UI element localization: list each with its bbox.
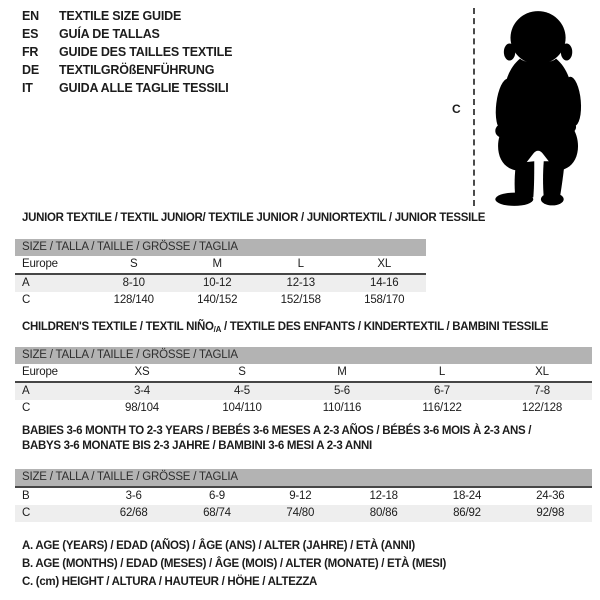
size-figure xyxy=(450,4,598,214)
language-code: IT xyxy=(22,81,33,95)
babies-table-title-line1: BABIES 3-6 MONTH TO 2-3 YEARS / BEBÉS 3-6 MESES A 2-3 AÑOS / BÉBÉS 3-6 MOIS À 2-3 ANS / xyxy=(22,425,532,437)
cell-value: XS xyxy=(134,366,150,378)
children-table-title xyxy=(22,320,548,337)
cell-value: 18-24 xyxy=(452,490,482,502)
cell-value: 158/170 xyxy=(364,294,405,306)
language-code: FR xyxy=(22,45,39,59)
language-code: DE xyxy=(22,63,39,77)
footnote-a: A. AGE (YEARS) / EDAD (AÑOS) / ÂGE (ANS) / ALTER (JAHRE) / ETÀ (ANNI) xyxy=(22,540,415,552)
size-header-bar: SIZE / TALLA / TAILLE / GRÖSSE / TAGLIA xyxy=(15,347,592,364)
row-label: C xyxy=(22,507,31,519)
babies-table-title-line2: BABYS 3-6 MONATE BIS 2-3 JAHRE / BAMBINI 3-6 MESI A 2-3 ANNI xyxy=(22,440,372,452)
cell-value: 3-4 xyxy=(133,385,151,397)
children-table-title-post: / TEXTILE DES ENFANTS / KINDERTEXTIL / BAMBINI TESSILE xyxy=(221,321,549,333)
junior-table xyxy=(15,239,426,309)
table-row xyxy=(15,488,592,505)
language-code: ES xyxy=(22,27,39,41)
cell-value: 3-6 xyxy=(125,490,142,502)
cell-value: 24-36 xyxy=(536,490,565,502)
cell-value: M xyxy=(337,366,347,378)
children-table-title-pre: CHILDREN'S TEXTILE / TEXTIL NIÑO xyxy=(22,321,214,333)
children-table-title-sub: /A xyxy=(213,325,222,334)
cell-value: 14-16 xyxy=(370,277,399,289)
height-measure-label: C xyxy=(452,102,461,116)
cell-value: 68/74 xyxy=(203,507,231,519)
guide-title: TEXTILE SIZE GUIDE xyxy=(59,9,182,23)
cell-value: 116/122 xyxy=(422,402,462,414)
table-row xyxy=(15,400,592,417)
language-row xyxy=(22,61,232,79)
cell-value: 8-10 xyxy=(122,277,145,289)
cell-value: 98/104 xyxy=(125,402,159,414)
cell-value: S xyxy=(238,366,246,378)
language-code: EN xyxy=(22,9,39,23)
cell-value: 6-9 xyxy=(208,490,225,502)
row-label: C xyxy=(22,402,31,414)
cell-value: 7-8 xyxy=(533,385,551,397)
babies-table xyxy=(15,469,592,522)
guide-title: GUIDE DES TAILLES TEXTILE xyxy=(59,45,233,59)
row-label: Europe xyxy=(22,366,58,378)
guide-title: TEXTILGRÖßENFÜHRUNG xyxy=(59,63,215,77)
language-header xyxy=(22,7,232,97)
cell-value: 10-12 xyxy=(203,277,232,289)
cell-value: 92/98 xyxy=(536,507,565,519)
cell-value: 12-13 xyxy=(286,277,315,289)
language-row xyxy=(22,79,232,97)
baby-silhouette-icon xyxy=(482,6,596,212)
cell-value: 5-6 xyxy=(333,385,351,397)
cell-value: 122/128 xyxy=(521,402,563,414)
cell-value: 152/158 xyxy=(280,294,321,306)
language-row xyxy=(22,43,232,61)
row-label: C xyxy=(22,294,31,306)
table-row xyxy=(15,364,592,383)
table-row xyxy=(15,292,426,309)
cell-value: M xyxy=(212,258,222,270)
cell-value: 86/92 xyxy=(453,507,481,519)
language-row xyxy=(22,25,232,43)
cell-value: 62/68 xyxy=(119,507,148,519)
table-row xyxy=(15,256,426,275)
cell-value: 140/152 xyxy=(197,294,238,306)
table-row xyxy=(15,275,426,292)
language-row xyxy=(22,7,232,25)
cell-value: 6-7 xyxy=(433,385,451,397)
cell-value: 4-5 xyxy=(233,385,251,397)
height-dashed-line xyxy=(473,8,475,206)
row-label: A xyxy=(22,385,30,397)
size-header-bar: SIZE / TALLA / TAILLE / GRÖSSE / TAGLIA xyxy=(15,469,592,488)
junior-table-title-text: JUNIOR TEXTILE / TEXTIL JUNIOR/ TEXTILE JUNIOR / JUNIORTEXTIL / JUNIOR TESSILE xyxy=(22,212,486,224)
size-header-bar: SIZE / TALLA / TAILLE / GRÖSSE / TAGLIA xyxy=(15,239,426,256)
cell-value: 80/86 xyxy=(369,507,398,519)
cell-value: S xyxy=(130,258,138,270)
row-label: A xyxy=(22,277,30,289)
cell-value: XL xyxy=(535,366,549,378)
children-table xyxy=(15,347,592,417)
cell-value: 128/140 xyxy=(113,294,154,306)
guide-title: GUÍA DE TALLAS xyxy=(59,27,160,41)
table-row xyxy=(15,505,592,522)
cell-value: 110/116 xyxy=(322,402,362,414)
cell-value: L xyxy=(438,366,446,378)
footnotes xyxy=(22,537,446,591)
cell-value: L xyxy=(297,258,304,270)
junior-table-title xyxy=(22,211,485,226)
cell-value: 12-18 xyxy=(369,490,398,502)
row-label: Europe xyxy=(22,258,58,270)
cell-value: 9-12 xyxy=(289,490,312,502)
guide-title: GUIDA ALLE TAGLIE TESSILI xyxy=(59,81,229,95)
babies-table-title xyxy=(22,424,531,454)
footnote-b: B. AGE (MONTHS) / EDAD (MESES) / ÂGE (MOIS) / ALTER (MONATE) / ETÀ (MESI) xyxy=(22,558,447,570)
cell-value: 104/110 xyxy=(222,402,262,414)
footnote-c: C. (cm) HEIGHT / ALTURA / HAUTEUR / HÖHE / ALTEZZA xyxy=(22,576,318,588)
cell-value: 74/80 xyxy=(286,507,315,519)
cell-value: XL xyxy=(377,258,392,270)
table-row xyxy=(15,383,592,400)
row-label: B xyxy=(22,490,30,502)
